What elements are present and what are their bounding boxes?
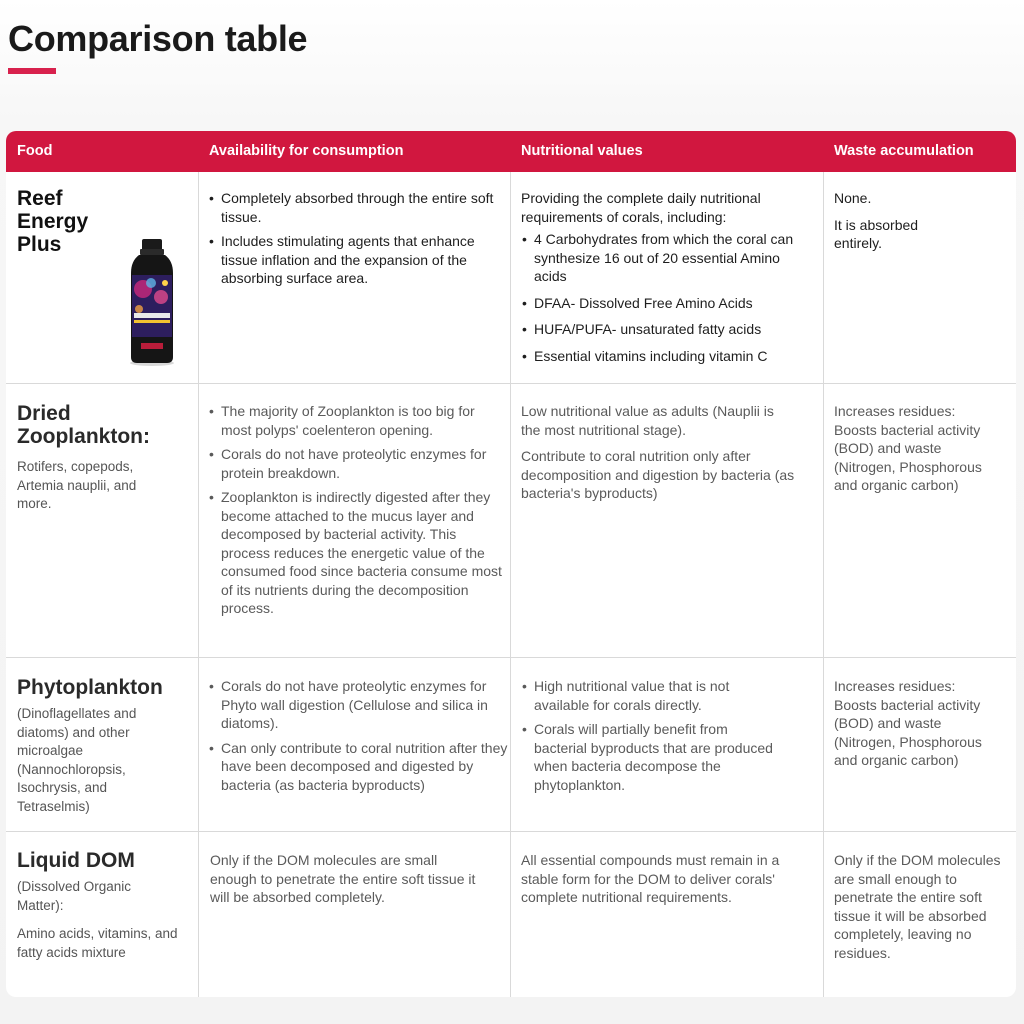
list-item: • Completely absorbed through the entire soft tissue. (208, 189, 504, 226)
waste-text: It is absorbed entirely. (834, 216, 919, 251)
food-title (17, 402, 192, 448)
food-title-line: Energy (17, 210, 89, 233)
waste-cell (834, 189, 1004, 261)
availability-list (208, 677, 508, 794)
list-item: • Corals do not have proteolytic enzymes for protein breakdown. (208, 445, 504, 482)
row-divider (6, 831, 1016, 832)
availability-list (208, 189, 504, 288)
list-item: • Zooplankton is indirectly digested after they become attached to the mucus layer and decomposed by bacterial activity. This process reduces the energetic value of the consumed food since bacteria consume most of its nutrients during the decomposition process. (208, 488, 504, 618)
nutrition-cell (521, 189, 815, 371)
list-item: • Includes stimulating agents that enhance tissue inflation and the expansion of the absorbing surface area. (208, 232, 504, 288)
food-cell (17, 402, 192, 514)
food-subtitle: (Dissolved Organic Matter): (17, 879, 132, 913)
list-item: • 4 Carbohydrates from which the coral can synthesize 16 out of 20 essential Amino acids (521, 230, 815, 286)
header-waste: Waste accumulation (834, 143, 974, 159)
list-item: • Corals do not have proteolytic enzymes for Phyto wall digestion (Cellulose and silica in diatoms). (208, 677, 508, 733)
availability-cell (210, 851, 485, 915)
nutrition-list (521, 230, 815, 365)
nutrition-intro: Providing the complete daily nutritional requirements of corals, including: (521, 190, 761, 225)
waste-text: None. (834, 190, 872, 206)
food-subtitle: Rotifers, copepods, Artemia nauplii, and more. (17, 459, 137, 511)
availability-cell (208, 189, 504, 294)
food-title: Phytoplankton (17, 676, 163, 699)
food-title-line: Zooplankton: (17, 425, 150, 448)
nutrition-cell (521, 677, 781, 800)
availability-cell (208, 402, 504, 624)
nutrition-cell (521, 851, 806, 915)
header-availability: Availability for consumption (209, 143, 404, 159)
nutrition-text: Contribute to coral nutrition only after decomposition and digestion by bacteria (as bacteria's byproducts) (521, 448, 795, 501)
list-item: • Essential vitamins including vitamin C (521, 347, 815, 366)
food-cell (17, 849, 192, 962)
food-subtitle: (Dinoflagellates and diatoms) and other microalgae (Nannochloropsis, Isochrysis, and Tetraselmis) (17, 706, 137, 814)
row-divider (6, 383, 1016, 384)
row-divider (6, 657, 1016, 658)
food-title: Liquid DOM (17, 849, 135, 872)
nutrition-list (521, 677, 781, 794)
nutrition-cell (521, 402, 811, 511)
waste-text: Increases residues: Boosts bacterial activity (BOD) and waste (Nitrogen, Phosphorous and organic carbon) (834, 403, 982, 493)
food-subtitle: Amino acids, vitamins, and fatty acids mixture (17, 926, 178, 960)
waste-cell (834, 677, 984, 778)
waste-cell (834, 402, 984, 503)
list-item: • HUFA/PUFA- unsaturated fatty acids (521, 320, 815, 339)
column-divider (823, 172, 824, 997)
header-food: Food (17, 143, 53, 159)
column-divider (510, 172, 511, 997)
list-item: • Corals will partially benefit from bacterial byproducts that are produced when bacteria decompose the phytoplankton. (521, 720, 781, 794)
food-title-line: Dried (17, 402, 71, 425)
availability-text: Only if the DOM molecules are small enough to penetrate the entire soft tissue it will be absorbed completely. (210, 852, 476, 905)
food-cell (17, 676, 192, 816)
product-bottle-image (127, 239, 177, 367)
list-item: • DFAA- Dissolved Free Amino Acids (521, 294, 815, 313)
waste-text: Increases residues: Boosts bacterial activity (BOD) and waste (Nitrogen, Phosphorous and organic carbon) (834, 678, 982, 768)
table-header (6, 131, 1016, 172)
list-item: • Can only contribute to coral nutrition after they have been decomposed and digested by bacteria (as bacteria byproducts) (208, 739, 508, 795)
availability-list (208, 402, 504, 618)
list-item: • The majority of Zooplankton is too big for most polyps' coelenteron opening. (208, 402, 504, 439)
list-item: • High nutritional value that is not available for corals directly. (521, 677, 781, 714)
waste-cell (834, 851, 1004, 970)
food-title-line: Plus (17, 233, 62, 256)
nutrition-text: All essential compounds must remain in a stable form for the DOM to deliver corals' complete nutritional requirements. (521, 852, 780, 905)
comparison-table (6, 131, 1016, 997)
nutrition-text: Low nutritional value as adults (Nauplii is the most nutritional stage). (521, 403, 774, 438)
availability-cell (208, 677, 508, 800)
waste-text: Only if the DOM molecules are small enough to penetrate the entire soft tissue it will be absorbed completely, leaving no residues. (834, 852, 1001, 961)
title-underline (8, 68, 56, 74)
column-divider (198, 172, 199, 997)
header-nutrition: Nutritional values (521, 143, 643, 159)
page-title: Comparison table (8, 18, 308, 59)
food-title-line: Reef (17, 187, 63, 210)
